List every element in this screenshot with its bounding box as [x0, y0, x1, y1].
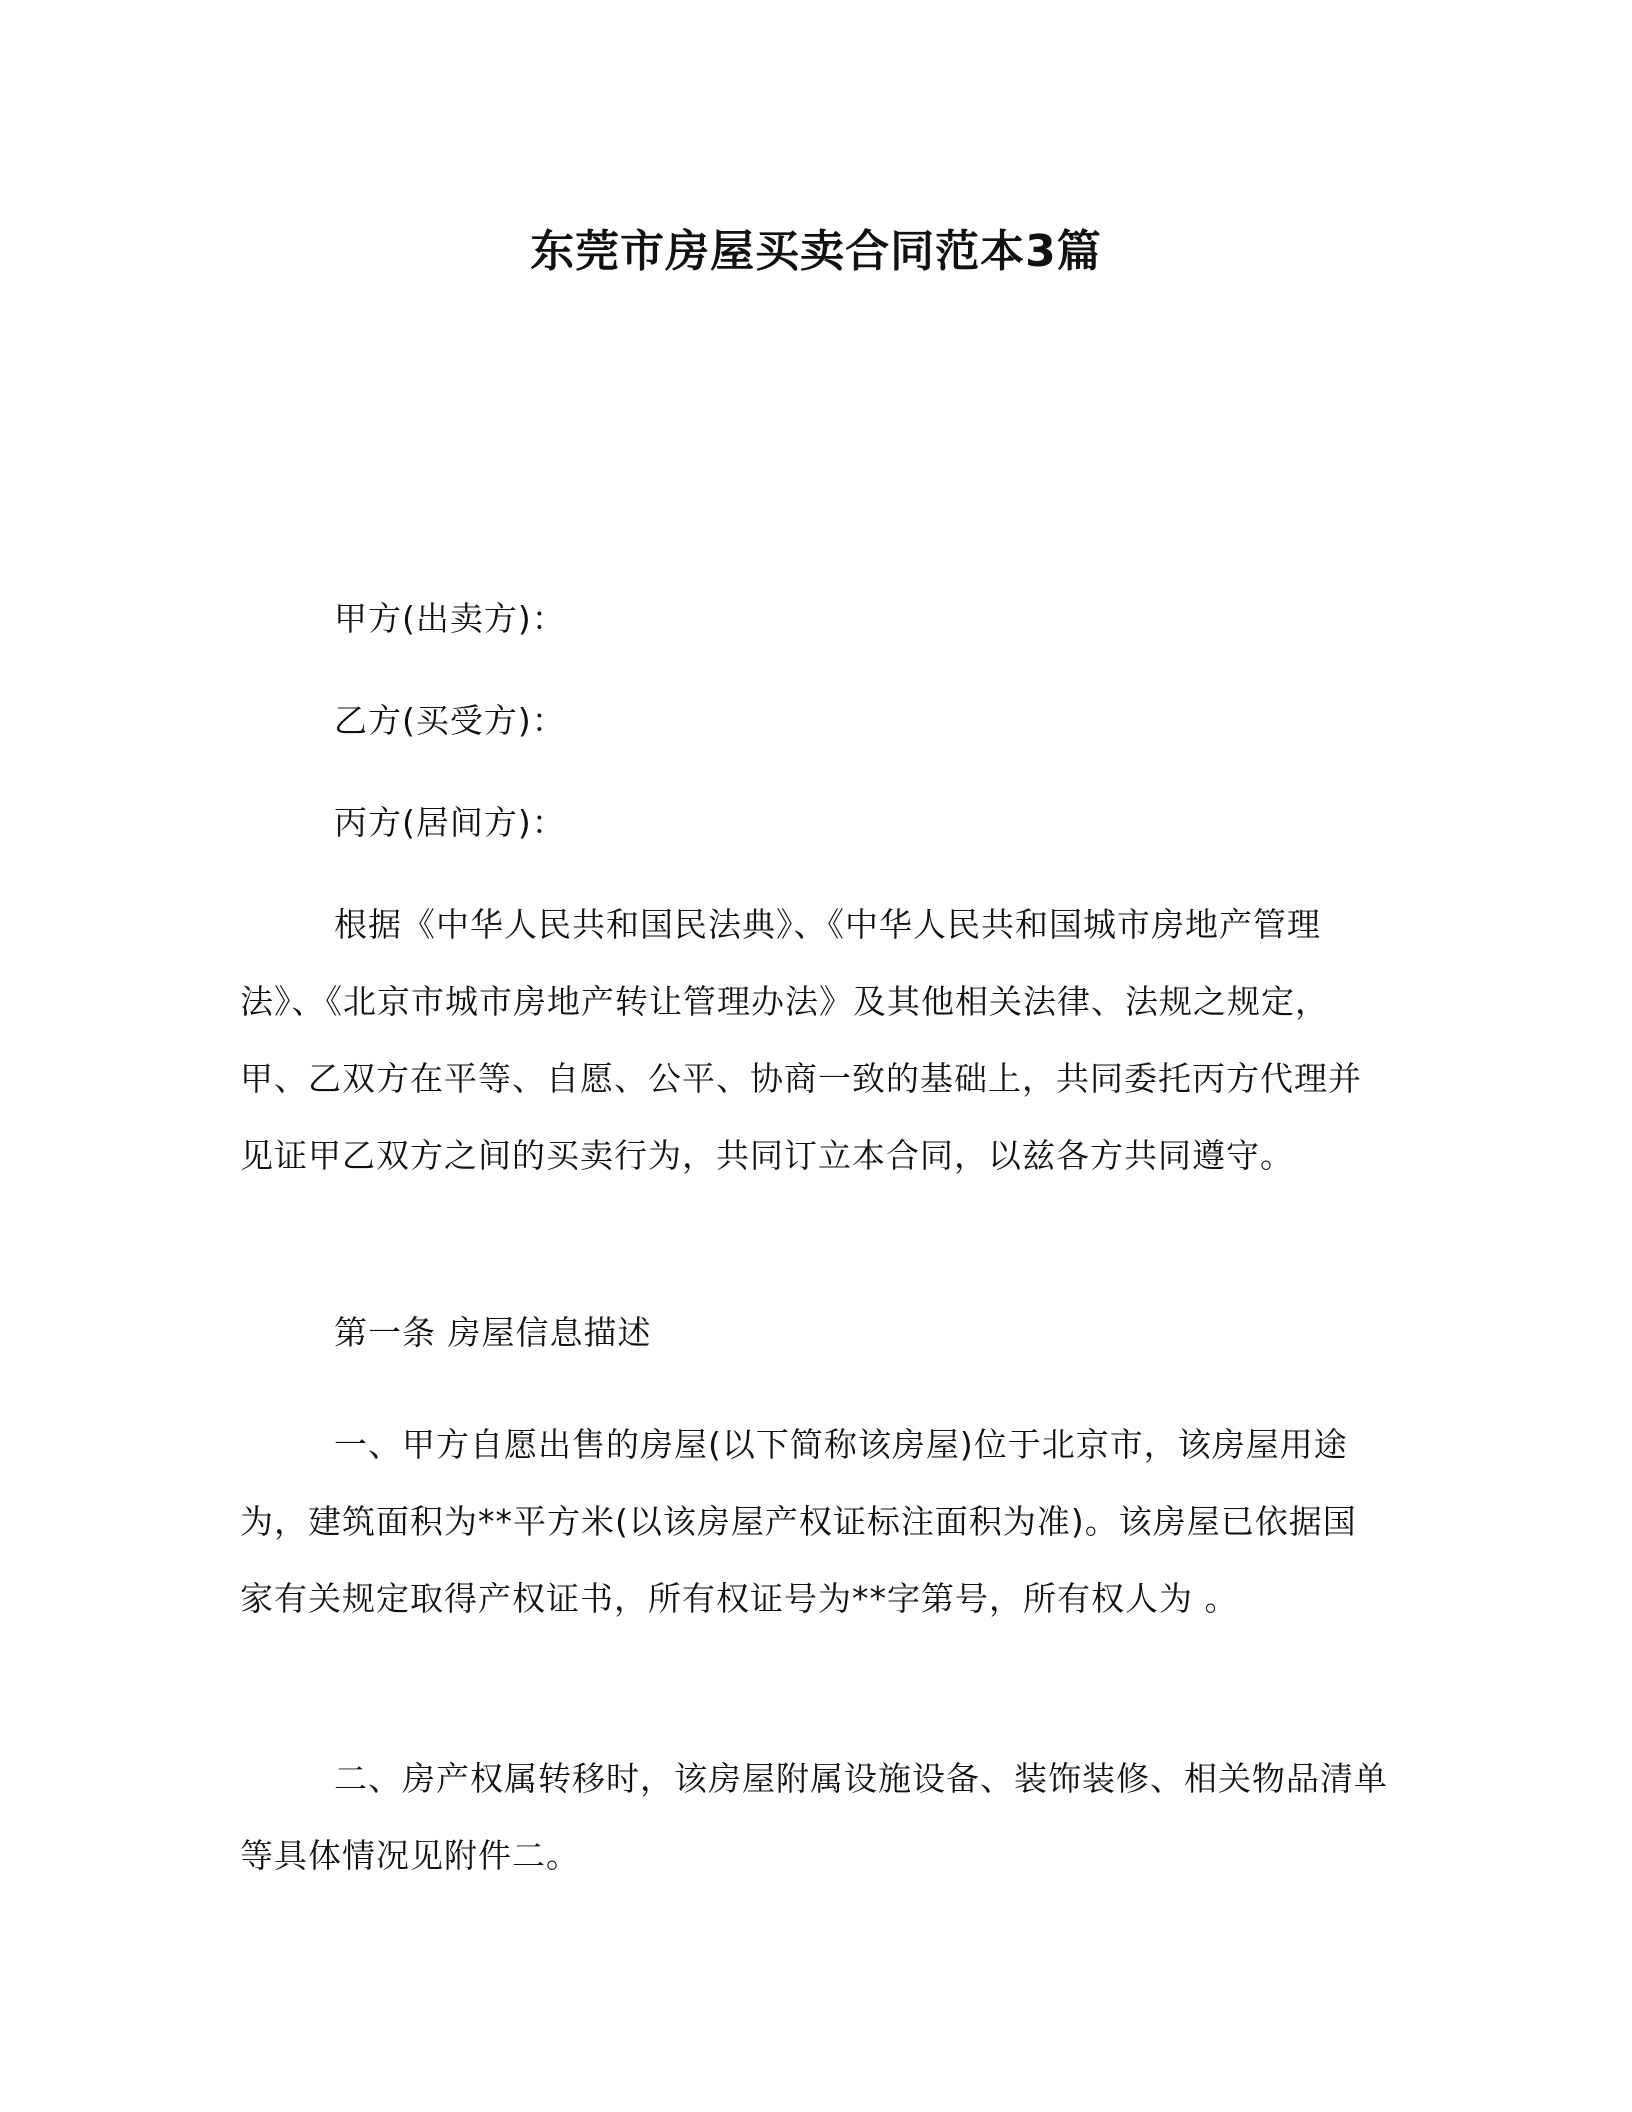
- party-b-line: 乙方(买受方)：: [334, 701, 566, 740]
- clause-2-paragraph: 二、房产权属转移时，该房屋附属设施设备、装饰装修、相关物品清单等具体情况见附件二。: [240, 1759, 1388, 1875]
- preamble-paragraph: 根据《中华人民共和国民法典》、《中华人民共和国城市房地产管理法》、《北京市城市房地产转让管理办法》及其他相关法律、法规之规定，甲、乙双方在平等、自愿、公平、协商一致的基础上，共同委托丙方代理并见证甲乙双方之间的买卖行为，共同订立本合同，以兹各方共同遵守。: [240, 905, 1362, 1175]
- clause-1-block: [240, 1406, 1390, 1637]
- preamble-block: [240, 886, 1390, 1194]
- party-c-line: 丙方(居间方)：: [334, 803, 566, 842]
- article-1-heading: 第一条 房屋信息描述: [334, 1313, 652, 1352]
- clause-1-paragraph: 一、甲方自愿出售的房屋(以下简称该房屋)位于北京市，该房屋用途为，建筑面积为**平方米(以该房屋产权证标注面积为准)。该房屋已依据国家有关规定取得产权证书，所有权证号为**字第号，所有权人为 。: [240, 1425, 1357, 1618]
- clause-2-block: [240, 1740, 1390, 1894]
- party-a-line: 甲方(出卖方)：: [334, 599, 566, 638]
- document-title: 东莞市房屋买卖合同范本3篇: [530, 226, 1102, 277]
